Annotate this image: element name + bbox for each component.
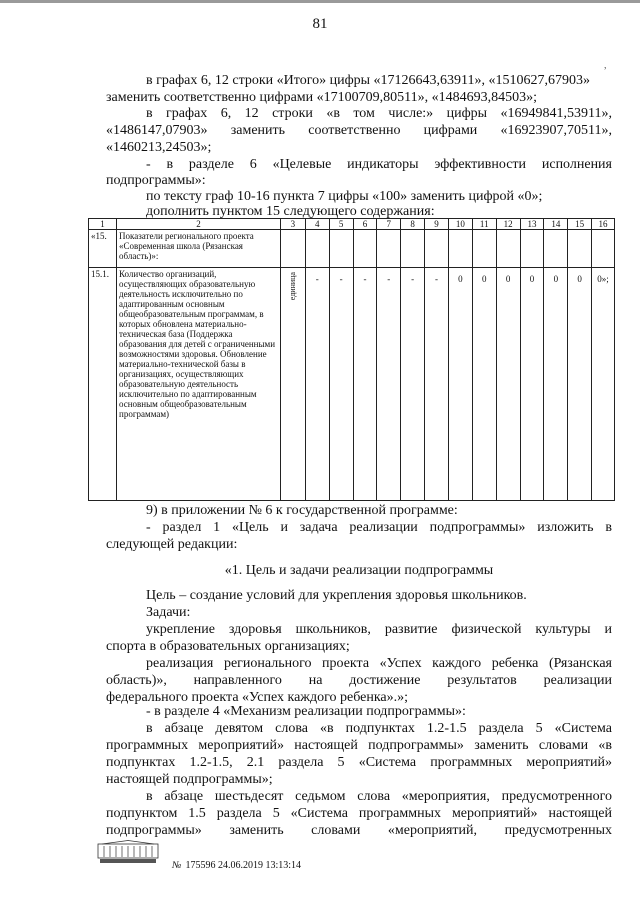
section-heading: «1. Цель и задачи реализации подпрограммы <box>224 563 494 578</box>
para-3-line-2: подпрограммы»: <box>106 173 206 188</box>
document-id: 175596 24.06.2019 13:13:14 <box>185 860 301 871</box>
col-header: 1 <box>89 219 117 230</box>
tasks-label: Задачи: <box>146 605 191 620</box>
government-building-stamp-icon <box>96 840 160 864</box>
para-2-line-1: в графах 6, 12 строки «в том числе:» цифры «16949841,53911», <box>146 106 612 121</box>
numero-sign-icon: № <box>172 860 182 871</box>
col-header: 13 <box>520 219 544 230</box>
document-id-footer <box>172 860 301 871</box>
value-cell: 0 <box>568 268 592 501</box>
value-cell: - <box>401 268 425 501</box>
col-header: 14 <box>544 219 568 230</box>
col-header: 11 <box>472 219 496 230</box>
col-header: 10 <box>448 219 472 230</box>
abzac-9-line-2: программных мероприятий» настоящей подпрограммы» заменить словами «в <box>106 738 612 753</box>
col-header: 12 <box>496 219 520 230</box>
item-9-sub-line-1: - раздел 1 «Цель и задача реализации подпрограммы» изложить в <box>146 520 612 535</box>
abzac-9-line-4: настоящей подпрограммы»; <box>106 772 273 787</box>
col-header: 16 <box>592 219 615 230</box>
task-2-line-3: федерального проекта «Успех каждого ребенка».»; <box>106 690 409 705</box>
col-header: 8 <box>401 219 425 230</box>
task-2-line-1: реализация регионального проекта «Успех каждого ребенка (Рязанская <box>146 656 612 671</box>
section-4-line: - в разделе 4 «Механизм реализации подпрограммы»: <box>146 704 466 719</box>
abzac-9-line-3: подпунктах 1.2-1.5, 2.1 раздела 5 «Система программных мероприятий» <box>106 755 612 770</box>
row-number: «15. <box>89 230 117 268</box>
row-number: 15.1. <box>89 268 117 501</box>
table-row-15 <box>89 230 615 268</box>
page-number: 81 <box>312 16 328 32</box>
para-4: по тексту граф 10-16 пункта 7 цифры «100» заменить цифрой «0»; <box>146 189 543 204</box>
value-cell: 0 <box>544 268 568 501</box>
scan-mark: , <box>604 60 607 71</box>
unit-label: единица <box>287 272 297 301</box>
abzac-9-line-1: в абзаце девятом слова «в подпунктах 1.2-1.5 раздела 5 «Система <box>146 721 612 736</box>
para-1-line-1: в графах 6, 12 строки «Итого» цифры «17126643,63911», «1510627,67903» <box>146 73 591 88</box>
value-cell: 0 <box>472 268 496 501</box>
value-cell: - <box>425 268 449 501</box>
task-1-line-1: укрепление здоровья школьников, развитие физической культуры и <box>146 622 612 637</box>
para-2-line-3: «1460213,24503»; <box>106 140 212 155</box>
scan-edge-line <box>0 0 640 3</box>
abzac-67-line-2: подпунктом 1.5 раздела 5 «Система программных мероприятий» настоящей <box>106 806 612 821</box>
col-header: 4 <box>305 219 329 230</box>
col-header: 6 <box>353 219 377 230</box>
value-cell: 0 <box>448 268 472 501</box>
row-indicator-text: Показатели регионального проекта «Современная школа (Рязанская область)»: <box>117 230 281 268</box>
value-cell: - <box>329 268 353 501</box>
para-2-line-2: «1486147,07903» заменить соответственно цифрами «16923907,70511», <box>106 123 612 138</box>
col-header: 3 <box>280 219 305 230</box>
task-2-line-2: область)», направленного на достижение результатов реализации <box>106 673 612 688</box>
para-1-line-2: заменить соответственно цифрами «17100709,80511», «1484693,84503»; <box>106 90 538 105</box>
value-cell: 0 <box>520 268 544 501</box>
value-cell: - <box>305 268 329 501</box>
abzac-67-line-3: подпрограммы» заменить словами «мероприятий, предусмотренных <box>106 823 612 838</box>
para-3-line-1: - в разделе 6 «Целевые индикаторы эффективности исполнения <box>146 157 612 172</box>
value-cell: 0»; <box>592 268 615 501</box>
item-9-sub-line-2: следующей редакции: <box>106 537 238 552</box>
value-cell: - <box>353 268 377 501</box>
abzac-67-line-1: в абзаце шестьдесят седьмом слова «мероприятия, предусмотренного <box>146 789 612 804</box>
value-cell: - <box>377 268 401 501</box>
table-header-row <box>89 219 615 230</box>
col-header: 9 <box>425 219 449 230</box>
item-9: 9) в приложении № 6 к государственной программе: <box>146 503 458 518</box>
para-5: дополнить пунктом 15 следующего содержания: <box>146 204 435 219</box>
goal-line: Цель – создание условий для укрепления здоровья школьников. <box>146 588 527 603</box>
table-row-15-1 <box>89 268 615 501</box>
col-header: 5 <box>329 219 353 230</box>
unit-cell <box>280 268 305 501</box>
task-1-line-2: спорта в образовательных организациях; <box>106 639 350 654</box>
row-indicator-text: Количество организаций, осуществляющих образовательную деятельность исключительно по адаптированным основным общеобразовательным программам, в которых обновлена материально-техническая база (Поддержка образования для детей с ограниченными возможностями здоровья. Обновление материально-технической базы в организациях, осуществляющих образовательную деятельность исключительно по адаптированным основным общеобразовательным программам) <box>117 268 281 501</box>
value-cell: 0 <box>496 268 520 501</box>
indicators-table <box>88 218 615 501</box>
col-header: 15 <box>568 219 592 230</box>
col-header: 7 <box>377 219 401 230</box>
col-header: 2 <box>117 219 281 230</box>
